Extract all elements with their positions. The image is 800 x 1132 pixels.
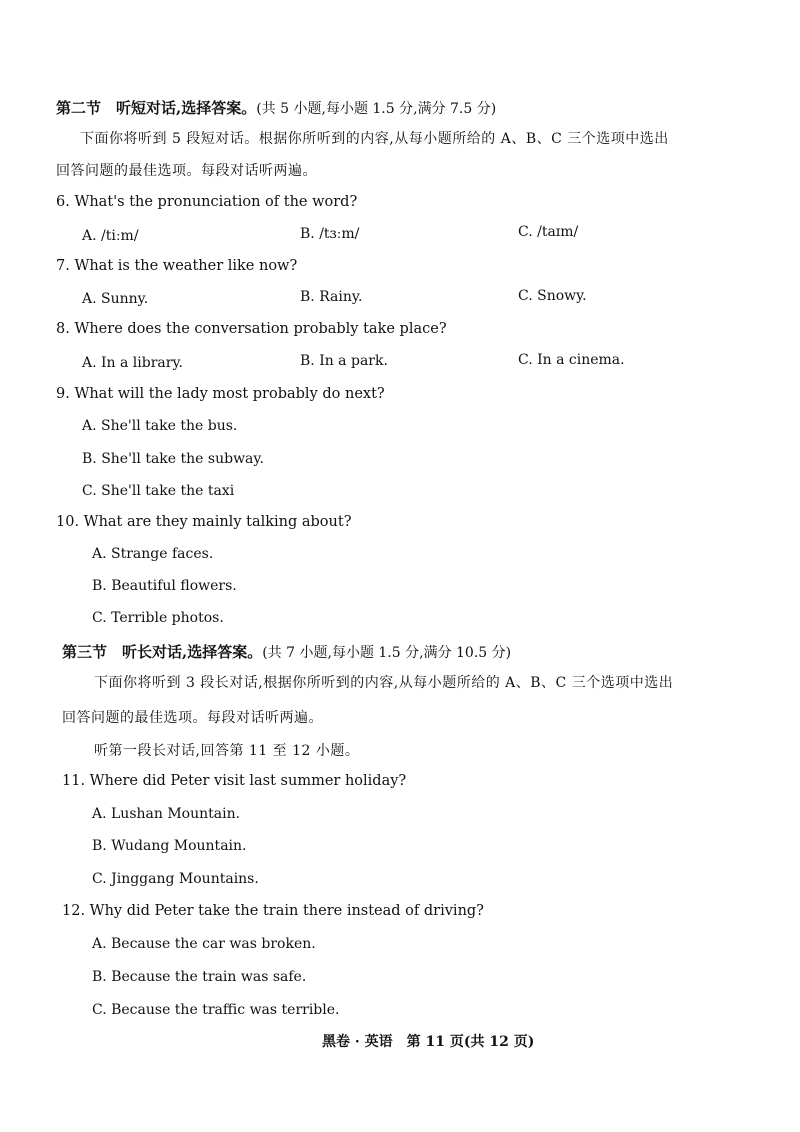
section-3-meta: (共 7 小题,每小题 1.5 分,满分 10.5 分) — [262, 645, 512, 661]
page-footer: 黑卷 · 英语 第 11 页(共 12 页) — [322, 1034, 535, 1050]
question-6-stem: 6. What's the pronunciation of the word? — [56, 194, 358, 210]
question-12-option-c: C. Because the traffic was terrible. — [92, 1002, 340, 1018]
section-2-meta: (共 5 小题,每小题 1.5 分,满分 7.5 分) — [256, 101, 497, 117]
question-12-option-b: B. Because the train was safe. — [92, 969, 307, 985]
section-3-sub-instruction: 听第一段长对话,回答第 11 至 12 小题。 — [94, 743, 360, 759]
question-7-option-c: C. Snowy. — [518, 288, 587, 304]
section-3-instruction-line2: 回答问题的最佳选项。每段对话听两遍。 — [62, 710, 323, 726]
question-7-option-a: A. Sunny. — [82, 291, 149, 307]
section-3-title: 第三节 听长对话,选择答案。 — [62, 643, 263, 661]
question-10-option-b: B. Beautiful flowers. — [92, 578, 237, 594]
section-2-heading — [56, 97, 496, 118]
question-9-option-a: A. She'll take the bus. — [82, 418, 238, 434]
question-8-option-c: C. In a cinema. — [518, 352, 625, 368]
question-8-option-a: A. In a library. — [82, 355, 183, 371]
question-10-option-c: C. Terrible photos. — [92, 610, 224, 626]
question-11-option-a: A. Lushan Mountain. — [92, 806, 241, 822]
section-3-instruction-line1: 下面你将听到 3 段长对话,根据你所听到的内容,从每小题所给的 A、B、C 三个选项中选出 — [94, 675, 674, 691]
question-8-option-b: B. In a park. — [300, 353, 388, 369]
question-6-option-c: C. /taɪm/ — [518, 224, 579, 240]
question-9-option-b: B. She'll take the subway. — [82, 451, 264, 467]
question-11-option-b: B. Wudang Mountain. — [92, 838, 247, 854]
question-12-stem: 12. Why did Peter take the train there instead of driving? — [62, 903, 484, 919]
question-9-stem: 9. What will the lady most probably do next? — [56, 386, 385, 402]
section-3-heading — [62, 641, 511, 662]
question-7-option-b: B. Rainy. — [300, 289, 363, 305]
section-2-instruction-line2: 回答问题的最佳选项。每段对话听两遍。 — [56, 163, 317, 179]
question-7-stem: 7. What is the weather like now? — [56, 258, 298, 274]
question-11-stem: 11. Where did Peter visit last summer holiday? — [62, 773, 407, 789]
question-11-option-c: C. Jinggang Mountains. — [92, 871, 259, 887]
question-6-option-a: A. /tiːm/ — [82, 228, 139, 244]
question-10-stem: 10. What are they mainly talking about? — [56, 514, 352, 530]
question-10-option-a: A. Strange faces. — [92, 546, 214, 562]
question-6-option-b: B. /tɜːm/ — [300, 226, 360, 242]
question-9-option-c: C. She'll take the taxi — [82, 483, 235, 499]
question-12-option-a: A. Because the car was broken. — [92, 936, 316, 952]
question-8-stem: 8. Where does the conversation probably take place? — [56, 321, 447, 337]
section-2-title: 第二节 听短对话,选择答案。 — [56, 99, 257, 117]
section-2-instruction-line1: 下面你将听到 5 段短对话。根据你所听到的内容,从每小题所给的 A、B、C 三个选项中选出 — [80, 131, 669, 147]
